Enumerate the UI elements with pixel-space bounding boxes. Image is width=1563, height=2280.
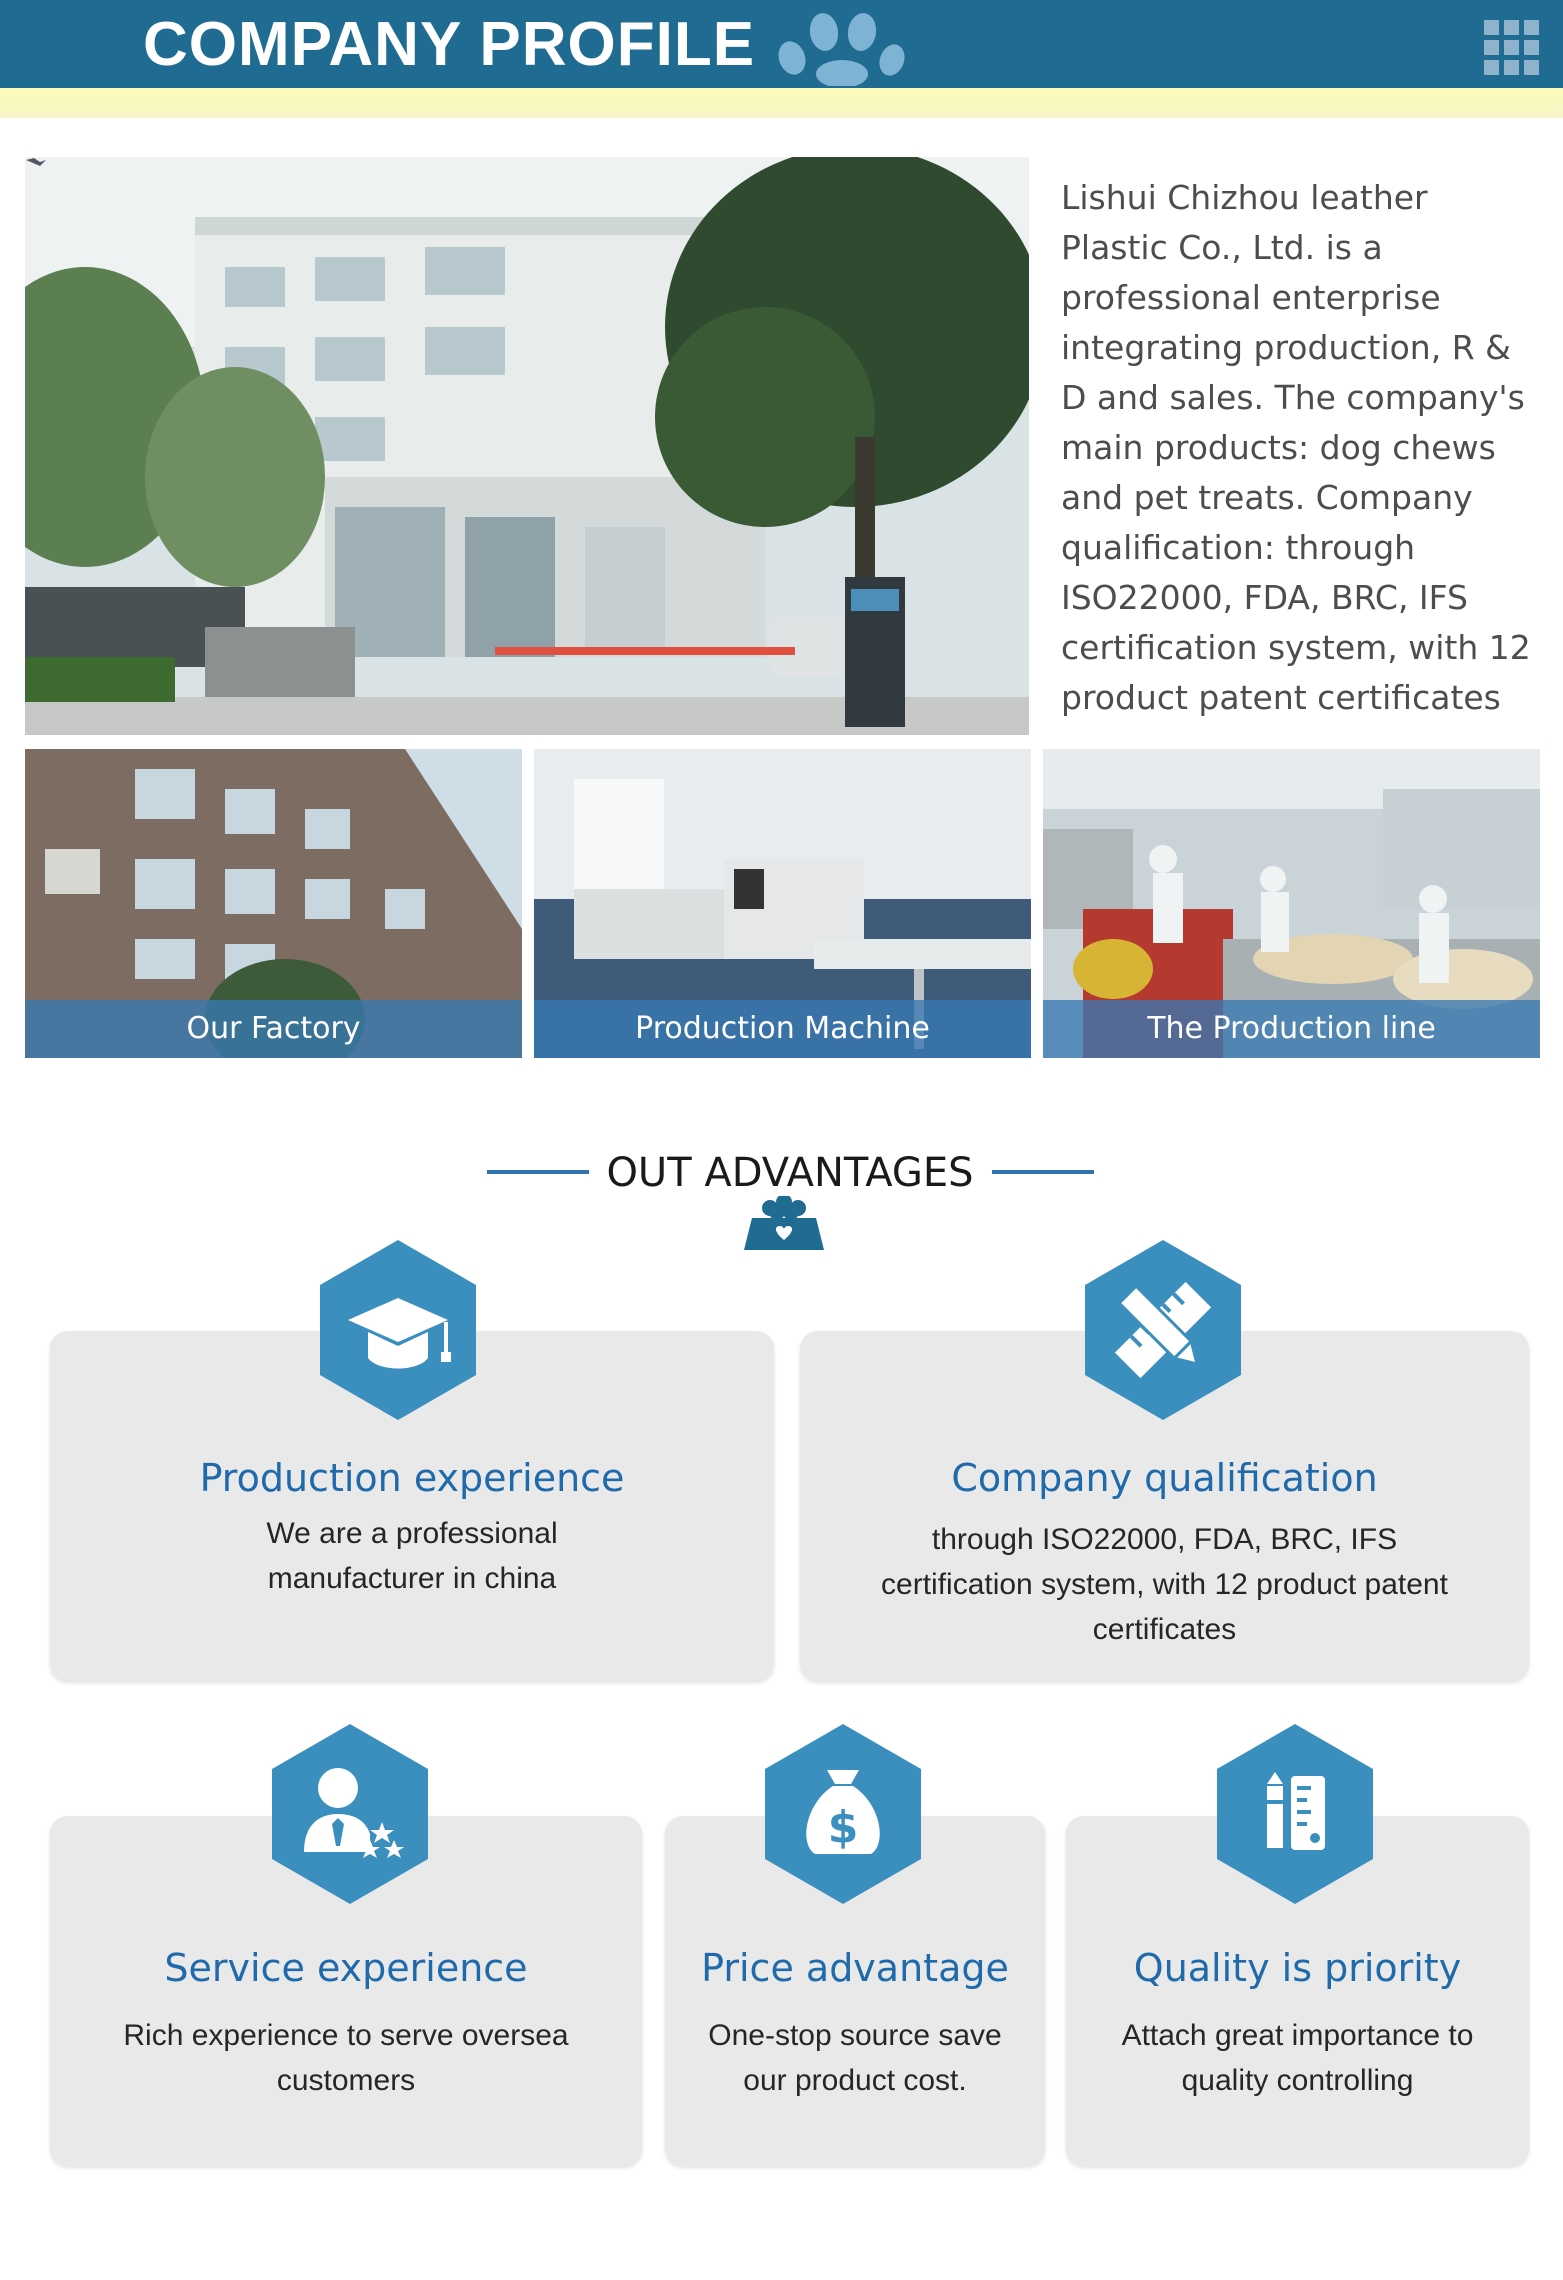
card-title: Company qualification xyxy=(951,1456,1378,1500)
page-title: COMPANY PROFILE xyxy=(143,10,756,79)
gallery-item-factory[interactable] xyxy=(25,749,522,1058)
user-stars-icon xyxy=(270,1724,430,1904)
gallery-item-production-line[interactable] xyxy=(1043,749,1540,1058)
svg-text:$: $ xyxy=(827,1802,859,1853)
corner-mark-icon xyxy=(26,156,46,168)
card-title: Production experience xyxy=(199,1456,625,1500)
gallery-item-machine[interactable] xyxy=(534,749,1031,1058)
quality-tools-icon xyxy=(1215,1724,1375,1904)
factory-building-photo xyxy=(25,157,1029,735)
card-description: through ISO22000, FDA, BRC, IFS certification system, with 12 product patent certificates xyxy=(881,1523,1448,1646)
gallery-caption: Production Machine xyxy=(534,1000,1031,1058)
pencil-ruler-icon xyxy=(1083,1240,1243,1420)
card-title: Quality is priority xyxy=(1133,1946,1462,1990)
money-bag-icon xyxy=(763,1724,923,1904)
paw-icon xyxy=(770,6,910,86)
card-title: Service experience xyxy=(164,1946,528,1990)
card-description: Rich experience to serve oversea customers xyxy=(123,2019,569,2097)
card-description: We are a professional manufacturer in china xyxy=(266,1517,558,1595)
graduation-cap-icon xyxy=(318,1240,478,1420)
heading-divider-left xyxy=(487,1170,589,1174)
header-strip xyxy=(0,88,1563,118)
pet-bowl-icon xyxy=(744,1196,824,1250)
gallery-caption: The Production line xyxy=(1043,1000,1540,1058)
card-description: Attach great importance to quality controlling xyxy=(1121,2019,1474,2097)
card-description: One-stop source save our product cost. xyxy=(708,2019,1002,2097)
gallery-caption: Our Factory xyxy=(25,1000,522,1058)
card-title: Price advantage xyxy=(701,1946,1009,1990)
advantages-title: OUT ADVANTAGES xyxy=(606,1150,974,1196)
grid-menu-icon[interactable] xyxy=(1484,20,1540,76)
company-description: Lishui Chizhou leather Plastic Co., Ltd. is a professional enterprise integrating production, R & D and sales. The company's main products: dog chews and pet treats. Company qualification: through ISO22000, FDA, BRC, IFS certification system, with 12 product patent certificates xyxy=(1061,178,1531,717)
heading-divider-right xyxy=(992,1170,1094,1174)
